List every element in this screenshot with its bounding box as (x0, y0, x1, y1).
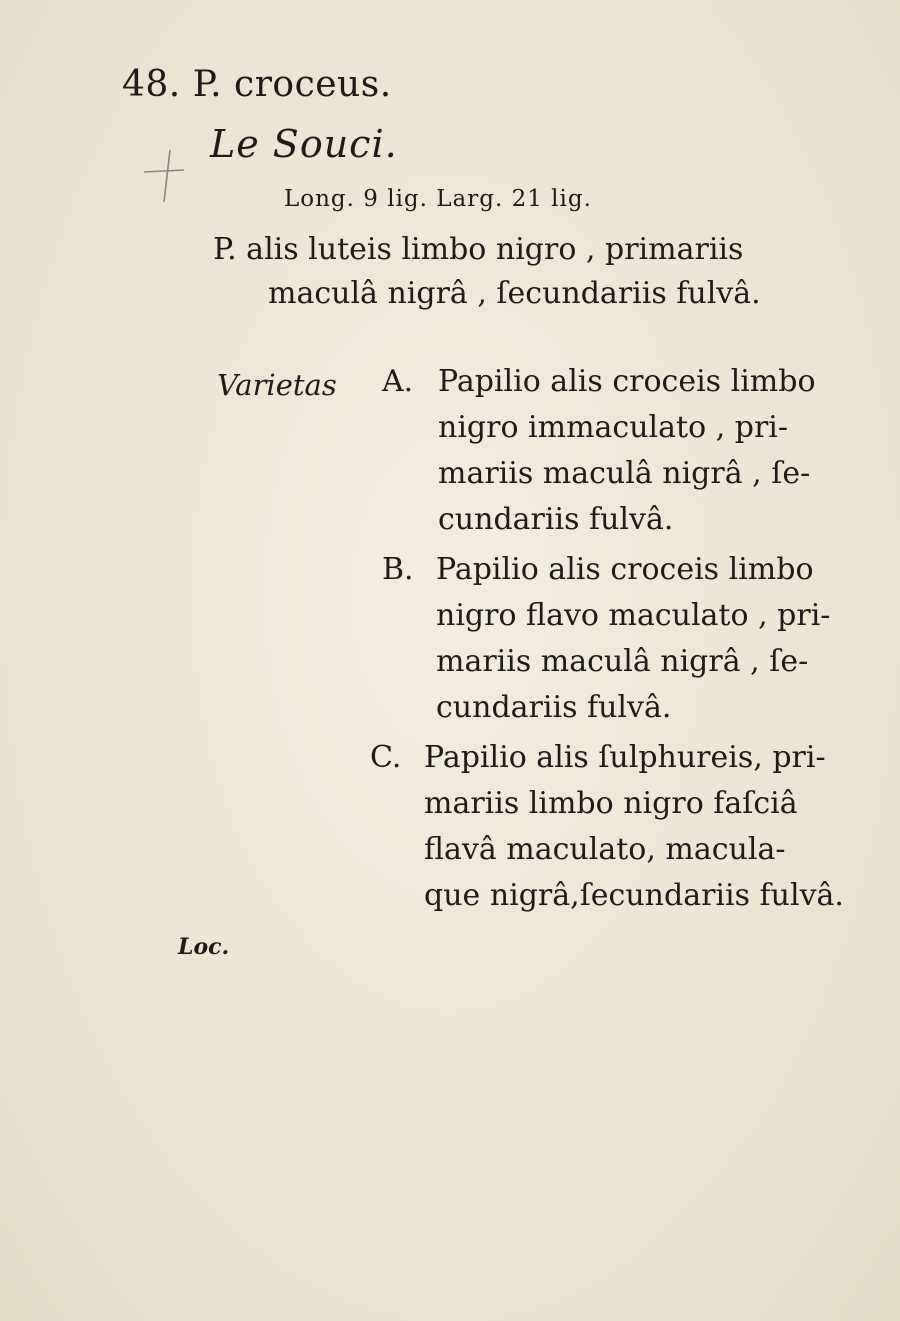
catchword: Loc. (178, 934, 230, 960)
variety-a-line-4: cundariis fulvâ. (438, 502, 674, 537)
variety-b-line-4: cundariis fulvâ. (436, 690, 672, 725)
varietas-label: Varietas (217, 368, 337, 402)
pencil-mark-icon (140, 148, 188, 204)
variety-b-line-1: Papilio alis croceis limbo (436, 552, 814, 587)
variety-a-line-2: nigro immaculato , pri- (438, 410, 789, 445)
variety-c-letter: C. (370, 740, 402, 775)
variety-b-letter: B. (382, 552, 414, 587)
variety-b-line-2: nigro flavo maculato , pri- (436, 598, 831, 633)
common-name: Le Souci. (210, 122, 398, 166)
measurements: Long. 9 lig. Larg. 21 lig. (284, 186, 592, 212)
variety-c-line-4: que nigrâ,ſecundariis fulvâ. (424, 878, 844, 913)
page-heading (122, 64, 392, 105)
variety-c-line-3: flavâ maculato, macula- (424, 832, 786, 867)
variety-c-line-1: Papilio alis ſulphureis, pri- (424, 740, 826, 775)
description-line-1: P. alis luteis limbo nigro , primariis (213, 232, 744, 267)
variety-a-line-3: mariis maculâ nigrâ , ſe- (438, 456, 811, 491)
description-line-2: maculâ nigrâ , ſecundariis fulvâ. (268, 276, 761, 311)
species-heading: P. croceus. (192, 64, 392, 105)
variety-a-letter: A. (382, 364, 414, 399)
page-number: 48. (122, 64, 181, 105)
variety-a-line-1: Papilio alis croceis limbo (438, 364, 816, 399)
variety-c-line-2: mariis limbo nigro faſciâ (424, 786, 798, 821)
variety-b-line-3: mariis maculâ nigrâ , ſe- (436, 644, 809, 679)
